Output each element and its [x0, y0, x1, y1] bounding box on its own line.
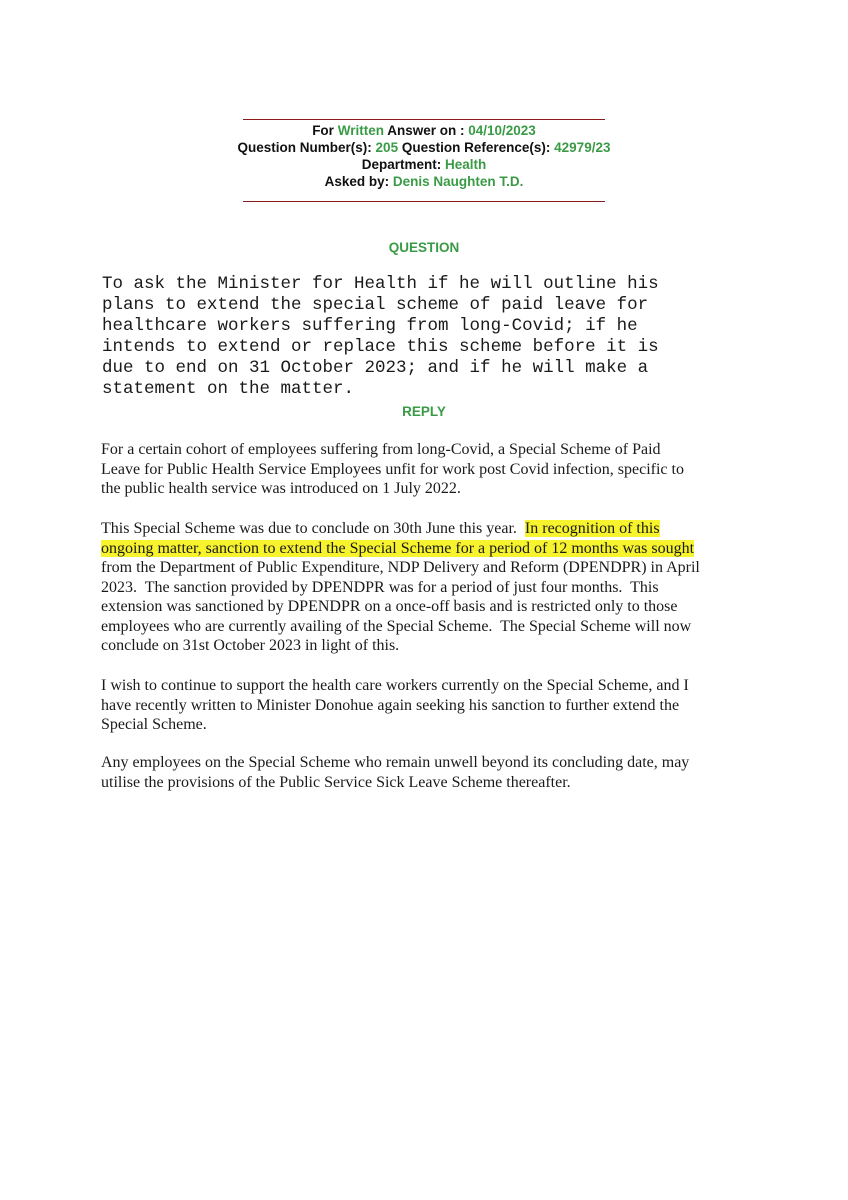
asked-by-value: Denis Naughten T.D. [392, 174, 524, 189]
reply-line: 2023. The sanction provided by DPENDPR was for a period of just four months. This [101, 578, 659, 596]
reply-heading: REPLY [402, 404, 446, 419]
answer-date: 04/10/2023 [468, 123, 536, 138]
written-label: Written [337, 123, 384, 138]
reply-paragraph-4 [101, 753, 751, 792]
reply-line: Any employees on the Special Scheme who remain unwell beyond its concluding date, may [101, 754, 690, 771]
reply-line: For a certain cohort of employees suffering from long-Covid, a Special Scheme of Paid [101, 441, 661, 458]
reply-line: have recently written to Minister Donohue again seeking his sanction to further extend the [101, 696, 680, 714]
reply-line: utilise the provisions of the Public Service Sick Leave Scheme thereafter. [101, 773, 571, 791]
highlighted-text: ongoing matter, sanction to extend the Special Scheme for a period of 12 months was sought [101, 539, 695, 557]
reply-line: the public health service was introduced on 1 July 2022. [101, 480, 461, 497]
reply-paragraph-2 [101, 519, 751, 656]
question-number-label: Question Number(s): [237, 140, 372, 155]
department-row [0, 156, 848, 173]
reply-line: employees who are currently availing of the Special Scheme. The Special Scheme will now [101, 617, 692, 635]
question-line: due to end on 31 October 2023; and if he will make a [102, 358, 649, 378]
question-reference-label: Question Reference(s): [401, 140, 551, 155]
question-heading: QUESTION [388, 240, 460, 255]
highlighted-text: In recognition of this [524, 520, 660, 537]
reply-line: Special Scheme. [101, 716, 207, 733]
reply-line: This Special Scheme was due to conclude on 30th June this year. [101, 520, 525, 537]
answer-date-row [0, 122, 848, 139]
question-reference: 42979/23 [554, 140, 611, 155]
question-line: intends to extend or replace this scheme before it is [102, 337, 659, 357]
question-text [102, 274, 742, 400]
question-line: healthcare workers suffering from long-Covid; if he [102, 316, 638, 336]
reply-line: conclude on 31st October 2023 in light of this. [101, 637, 400, 654]
answer-on-label: Answer on : [387, 123, 465, 138]
question-number-row [0, 139, 848, 156]
question-line: To ask the Minister for Health if he will outline his [102, 274, 659, 294]
reply-line: from the Department of Public Expenditure, NDP Delivery and Reform (DPENDPR) in April [101, 559, 700, 576]
department-value: Health [445, 157, 487, 172]
reply-line: Leave for Public Health Service Employees unfit for work post Covid infection, specific to [101, 460, 684, 478]
header-bottom-rule [243, 201, 605, 202]
question-line: statement on the matter. [102, 379, 355, 399]
question-number: 205 [375, 140, 399, 155]
department-label: Department: [361, 157, 442, 172]
for-label: For [312, 123, 334, 138]
reply-paragraph-1 [101, 440, 751, 499]
reply-line: extension was sanctioned by DPENDPR on a once-off basis and is restricted only to those [101, 598, 678, 615]
answer-header [0, 122, 848, 190]
reply-paragraph-3 [101, 676, 751, 735]
question-line: plans to extend the special scheme of paid leave for [102, 295, 649, 315]
asked-by-row [0, 173, 848, 190]
header-top-rule [243, 119, 605, 120]
reply-line: I wish to continue to support the health care workers currently on the Special Scheme, and I [101, 677, 689, 694]
asked-by-label: Asked by: [324, 174, 390, 189]
